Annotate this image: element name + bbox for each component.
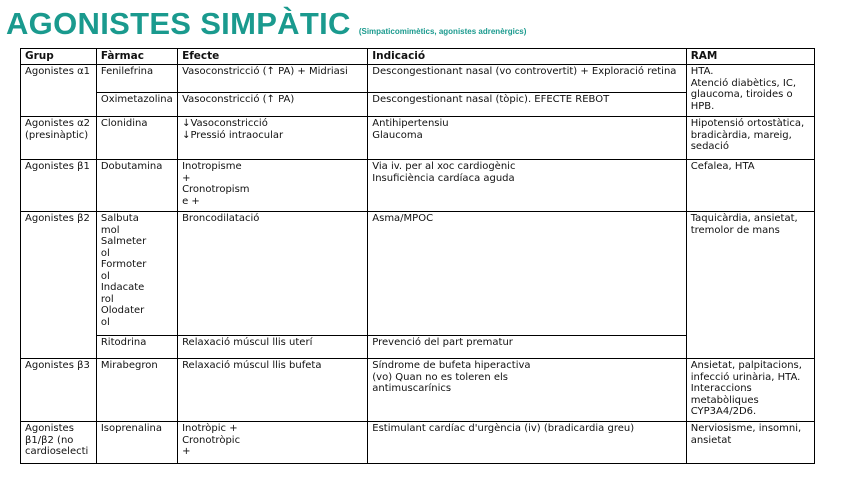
table-row	[21, 160, 815, 212]
cell-efecte: Vasoconstricció (↑ PA)	[178, 93, 368, 117]
cell-farmac: Isoprenalina	[96, 422, 177, 464]
cell-farmac: Clonidina	[96, 117, 177, 160]
header-indicacio: Indicació	[368, 49, 686, 65]
cell-farmac: Fenilefrina	[96, 65, 177, 93]
header-grup: Grup	[21, 49, 97, 65]
cell-indicacio: Antihipertensiu Glaucoma	[368, 117, 686, 160]
table-row	[21, 117, 815, 160]
table-row	[21, 65, 815, 93]
cell-grup: Agonistes β1	[21, 160, 97, 212]
header-farmac: Fàrmac	[96, 49, 177, 65]
cell-farmac: Oximetazolina	[96, 93, 177, 117]
table-row	[21, 422, 815, 464]
cell-indicacio: Via iv. per al xoc cardiogènic Insuficiència cardíaca aguda	[368, 160, 686, 212]
cell-grup: Agonistes β3	[21, 359, 97, 422]
page-title: AGONISTES SIMPÀTIC	[6, 6, 351, 41]
table-row	[21, 212, 815, 336]
cell-efecte: ↓Vasoconstricció ↓Pressió intraocular	[178, 117, 368, 160]
cell-ram: Ansietat, palpitacions, infecció urinària, HTA. Interaccions metabòliques CYP3A4/2D6.	[686, 359, 814, 422]
cell-farmac: Mirabegron	[96, 359, 177, 422]
cell-efecte: Inotròpic + Cronotròpic +	[178, 422, 368, 464]
cell-indicacio: Descongestionant nasal (vo controvertit) + Exploració retina	[368, 65, 686, 93]
cell-efecte: Vasoconstricció (↑ PA) + Midriasi	[178, 65, 368, 93]
cell-efecte: Relaxació múscul llis uterí	[178, 336, 368, 359]
header-ram: RAM	[686, 49, 814, 65]
header-efecte: Efecte	[178, 49, 368, 65]
cell-farmac: Dobutamina	[96, 160, 177, 212]
drug-table	[20, 48, 815, 464]
cell-efecte: Relaxació múscul llis bufeta	[178, 359, 368, 422]
cell-indicacio: Asma/MPOC	[368, 212, 686, 336]
table-row	[21, 359, 815, 422]
cell-grup: Agonistes β2	[21, 212, 97, 359]
cell-farmac: Ritodrina	[96, 336, 177, 359]
cell-efecte: Broncodilatació	[178, 212, 368, 336]
cell-ram: Hipotensió ortostàtica, bradicàrdia, mareig, sedació	[686, 117, 814, 160]
cell-ram: Nerviosisme, insomni, ansietat	[686, 422, 814, 464]
cell-indicacio: Síndrome de bufeta hiperactiva (vo) Quan no es toleren els antimuscarínics	[368, 359, 686, 422]
cell-efecte: Inotropisme + Cronotropism e +	[178, 160, 368, 212]
table-header-row	[21, 49, 815, 65]
cell-grup: Agonistes β1/β2 (no cardioselecti	[21, 422, 97, 464]
cell-indicacio: Descongestionant nasal (tòpic). EFECTE REBOT	[368, 93, 686, 117]
cell-ram: Taquicàrdia, ansietat, tremolor de mans	[686, 212, 814, 359]
cell-ram: Cefalea, HTA	[686, 160, 814, 212]
title-block	[6, 6, 526, 42]
cell-grup: Agonistes α1	[21, 65, 97, 117]
page-subtitle: (Simpaticomimètics, agonistes adrenèrgics)	[358, 27, 527, 36]
cell-ram: HTA. Atenció diabètics, IC, glaucoma, tiroides o HPB.	[686, 65, 814, 117]
cell-indicacio: Prevenció del part prematur	[368, 336, 686, 359]
cell-grup: Agonistes α2 (presinàptic)	[21, 117, 97, 160]
cell-farmac: Salbuta mol Salmeter ol Formoter ol Indacate rol Olodater ol	[96, 212, 177, 336]
cell-indicacio: Estimulant cardíac d'urgència (iv) (bradicardia greu)	[368, 422, 686, 464]
